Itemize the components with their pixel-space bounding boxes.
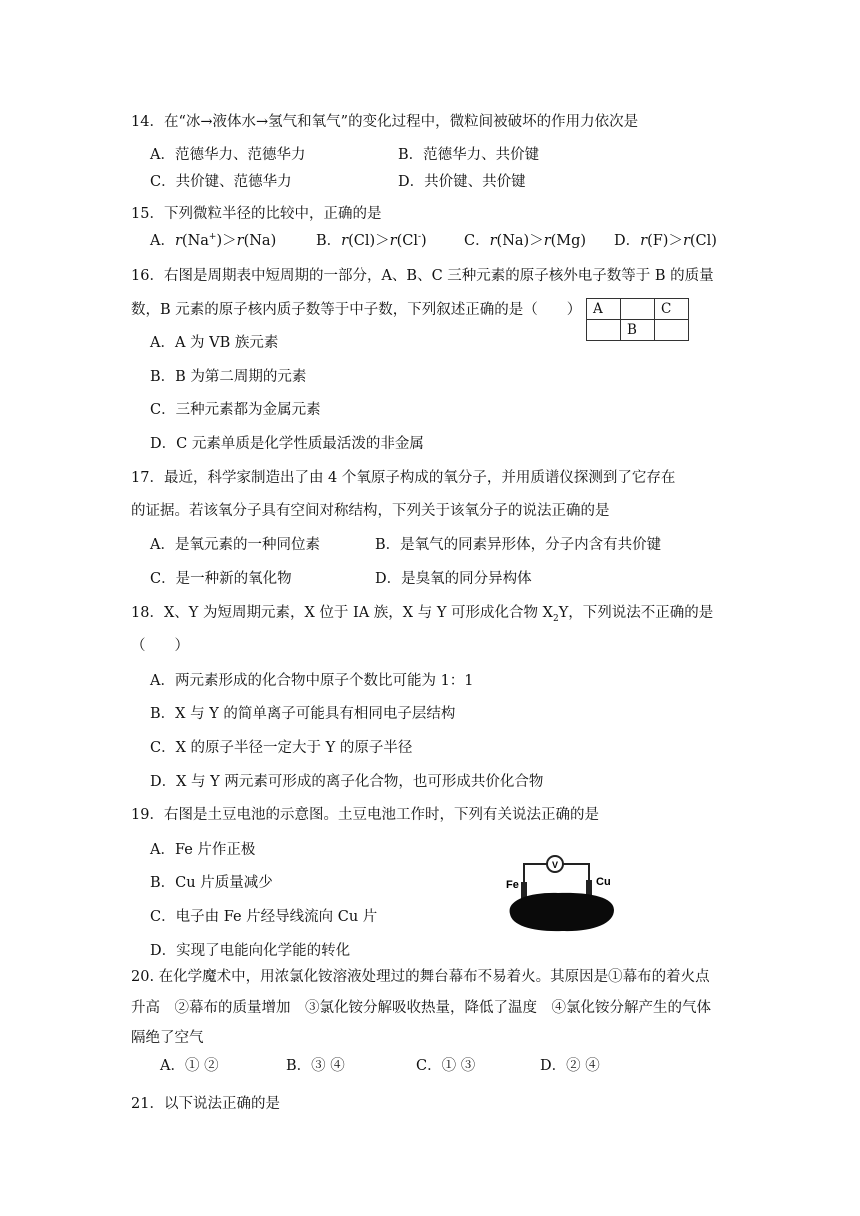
q19-stem: 19．右图是土豆电池的示意图。土豆电池工作时，下列有关说法正确的是 (131, 807, 599, 823)
q20-option-a: A．① ② (160, 1058, 219, 1074)
potato-battery-figure (500, 852, 625, 934)
q14-option-b: B．范德华力、共价键 (398, 147, 540, 163)
cu-label: Cu (596, 876, 611, 888)
q17-stem-line1: 17．最近，科学家制造出了由 4 个氧原子构成的氧分子，并用质谱仪探测到了它存在 (131, 470, 676, 486)
q15-stem: 15．下列微粒半径的比较中，正确的是 (131, 206, 382, 222)
q15-option-c: C．r(Na)＞r(Mg) (464, 233, 587, 249)
q14-option-c: C．共价键、范德华力 (150, 174, 292, 190)
q18-stem-line2: （ ） (131, 638, 189, 654)
q21-stem: 21．以下说法正确的是 (131, 1096, 280, 1112)
table-cell-empty (587, 320, 621, 341)
q16-option-b: B．B 为第二周期的元素 (150, 369, 307, 385)
q18-option-c: C．X 的原子半径一定大于 Y 的原子半径 (150, 740, 413, 756)
q17-option-c: C．是一种新的氧化物 (150, 571, 292, 587)
q18-stem-line1: 18．X、Y 为短周期元素，X 位于 IA 族，X 与 Y 可形成化合物 $X_2Y$，下列说法不正确的是 (131, 605, 714, 624)
q16-option-d: D．C 元素单质是化学性质最活泼的非金属 (150, 436, 424, 452)
q15-option-d: D．r(F)＞r(Cl) (614, 233, 717, 249)
q14-option-a: A．范德华力、范德华力 (150, 147, 306, 163)
q17-option-b: B．是氧气的同素异形体，分子内含有共价键 (375, 537, 662, 553)
q16-option-a: A．A 为 VB 族元素 (150, 335, 279, 351)
periodic-table-fragment (586, 298, 689, 341)
table-cell-a: A (587, 299, 621, 320)
q18-option-d: D．X 与 Y 两元素可形成的离子化合物，也可形成共价化合物 (150, 774, 544, 790)
q19-option-a: A．Fe 片作正极 (150, 842, 256, 858)
q17-option-a: A．是氧元素的一种同位素 (150, 537, 320, 553)
q16-option-c: C．三种元素都为金属元素 (150, 402, 321, 418)
table-cell-empty (621, 299, 655, 320)
q19-option-b: B．Cu 片质量减少 (150, 875, 273, 891)
q16-stem-line2: 数，B 元素的原子核内质子数等于中子数，下列叙述正确的是（ ） (131, 302, 582, 318)
q20-stem-line3: 隔绝了空气 (131, 1030, 204, 1046)
q19-option-c: C．电子由 Fe 片经导线流向 Cu 片 (150, 909, 378, 925)
fe-label: Fe (506, 879, 519, 891)
table-cell-c: C (655, 299, 689, 320)
q18-option-a: A．两元素形成的化合物中原子个数比可能为 1：1 (150, 673, 474, 689)
q20-option-c: C．① ③ (416, 1058, 476, 1074)
table-cell-b: B (621, 320, 655, 341)
q19-option-d: D．实现了电能向化学能的转化 (150, 943, 351, 959)
q15-option-b: B．r(Cl)＞r(Cl-) (316, 232, 427, 249)
q20-option-d: D．② ④ (540, 1058, 600, 1074)
q18-option-b: B．X 与 Y 的简单离子可能具有相同电子层结构 (150, 706, 456, 722)
table-cell-empty (655, 320, 689, 341)
q14-stem: 14．在“冰→液体水→氢气和氧气”的变化过程中，微粒间被破坏的作用力依次是 (131, 114, 639, 130)
q17-option-d: D．是臭氧的同分异构体 (375, 571, 532, 587)
q15-option-a: A．r(Na+)＞r(Na) (150, 232, 277, 249)
potato-icon (510, 893, 614, 931)
q20-stem-line2: 升高 ②幕布的质量增加 ③氯化铵分解吸收热量，降低了温度 ④氯化铵分解产生的气体 (131, 1000, 711, 1016)
q16-stem-line1: 16．右图是周期表中短周期的一部分，A、B、C 三种元素的原子核外电子数等于 B 的质量 (131, 268, 714, 284)
q17-stem-line2: 的证据。若该氧分子具有空间对称结构，下列关于该氧分子的说法正确的是 (131, 503, 610, 519)
voltmeter-label: V (551, 860, 559, 870)
q20-option-b: B．③ ④ (286, 1058, 345, 1074)
q14-option-d: D．共价键、共价键 (398, 174, 526, 190)
q20-stem-line1: 20. 在化学魔术中，用浓氯化铵溶液处理过的舞台幕布不易着火。其原因是①幕布的着火点 (131, 969, 710, 985)
